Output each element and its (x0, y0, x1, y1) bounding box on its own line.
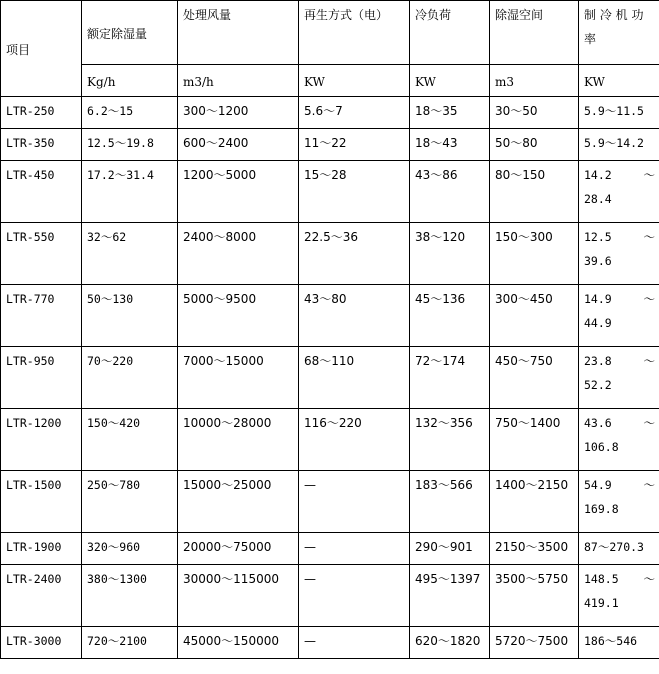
table-row (1, 97, 659, 129)
range-separator: ～ (643, 168, 655, 182)
cell-airflow: 7000～15000 (178, 347, 299, 409)
refrig-max: 106.8 (584, 440, 619, 454)
refrig-max: 39.6 (584, 254, 612, 268)
cell-space: 3500～5750 (490, 565, 579, 627)
table-row (1, 161, 659, 223)
range-separator: ～ (643, 416, 655, 430)
cell-refrig (579, 471, 659, 533)
cell-airflow: 600～2400 (178, 129, 299, 161)
cell-dehumid: 380～1300 (82, 565, 178, 627)
cell-space: 150～300 (490, 223, 579, 285)
cell-refrig (579, 285, 659, 347)
cell-airflow: 30000～115000 (178, 565, 299, 627)
header-refrig-line2: 率 (584, 32, 597, 46)
cell-refrig (579, 161, 659, 223)
range-separator: ～ (643, 478, 655, 492)
cell-cooling: 620～1820 (410, 627, 490, 659)
cell-regen: 116～220 (299, 409, 410, 471)
header-regen: 再生方式（电） (299, 1, 410, 65)
refrig-min: 43.6 (584, 416, 612, 430)
cell-regen: — (299, 627, 410, 659)
cell-airflow: 5000～9500 (178, 285, 299, 347)
cell-refrig (579, 565, 659, 627)
cell-dehumid: 17.2～31.4 (82, 161, 178, 223)
refrig-max: 169.8 (584, 502, 619, 516)
range-separator: ～ (643, 572, 655, 586)
refrig-min: 14.9 (584, 292, 612, 306)
unit-cooling: KW (410, 65, 490, 97)
cell-space: 30～50 (490, 97, 579, 129)
cell-model: LTR-450 (1, 161, 82, 223)
cell-refrig: 87～270.3 (579, 533, 659, 565)
unit-airflow: m3/h (178, 65, 299, 97)
cell-regen: — (299, 533, 410, 565)
cell-model: LTR-2400 (1, 565, 82, 627)
refrig-min: 12.5 (584, 230, 612, 244)
cell-space: 2150～3500 (490, 533, 579, 565)
refrig-max: 52.2 (584, 378, 612, 392)
cell-cooling: 72～174 (410, 347, 490, 409)
cell-dehumid: 320～960 (82, 533, 178, 565)
cell-cooling: 38～120 (410, 223, 490, 285)
cell-regen: 15～28 (299, 161, 410, 223)
table-row (1, 565, 659, 627)
refrig-min: 54.9 (584, 478, 612, 492)
cell-cooling: 132～356 (410, 409, 490, 471)
unit-dehumid: Kg/h (82, 65, 178, 97)
cell-model: LTR-770 (1, 285, 82, 347)
header-space: 除湿空间 (490, 1, 579, 65)
table-row (1, 347, 659, 409)
unit-regen: KW (299, 65, 410, 97)
cell-cooling: 45～136 (410, 285, 490, 347)
cell-dehumid: 70～220 (82, 347, 178, 409)
cell-dehumid: 32～62 (82, 223, 178, 285)
cell-airflow: 2400～8000 (178, 223, 299, 285)
header-airflow: 处理风量 (178, 1, 299, 65)
unit-row (1, 65, 659, 97)
cell-model: LTR-3000 (1, 627, 82, 659)
cell-model: LTR-1900 (1, 533, 82, 565)
cell-space: 80～150 (490, 161, 579, 223)
unit-refrig: KW (579, 65, 659, 97)
cell-space: 750～1400 (490, 409, 579, 471)
cell-dehumid: 720～2100 (82, 627, 178, 659)
cell-airflow: 1200～5000 (178, 161, 299, 223)
table-row (1, 285, 659, 347)
table-row (1, 409, 659, 471)
cell-regen: — (299, 565, 410, 627)
refrig-min: 14.2 (584, 168, 612, 182)
cell-space: 450～750 (490, 347, 579, 409)
table-row (1, 627, 659, 659)
cell-regen: 22.5～36 (299, 223, 410, 285)
header-model: 项目 (1, 1, 82, 97)
cell-space: 1400～2150 (490, 471, 579, 533)
cell-model: LTR-950 (1, 347, 82, 409)
refrig-max: 419.1 (584, 596, 619, 610)
cell-space: 300～450 (490, 285, 579, 347)
cell-airflow: 300～1200 (178, 97, 299, 129)
range-separator: ～ (643, 292, 655, 306)
cell-space: 5720～7500 (490, 627, 579, 659)
cell-dehumid: 150～420 (82, 409, 178, 471)
refrig-min: 23.8 (584, 354, 612, 368)
cell-cooling: 43～86 (410, 161, 490, 223)
cell-regen: — (299, 471, 410, 533)
cell-model: LTR-250 (1, 97, 82, 129)
header-refrig (579, 1, 659, 65)
cell-regen: 11～22 (299, 129, 410, 161)
range-separator: ～ (643, 230, 655, 244)
cell-regen: 43～80 (299, 285, 410, 347)
cell-cooling: 18～35 (410, 97, 490, 129)
cell-cooling: 495～1397 (410, 565, 490, 627)
table-row (1, 129, 659, 161)
refrig-max: 28.4 (584, 192, 612, 206)
header-row (1, 1, 659, 65)
table-row (1, 471, 659, 533)
cell-dehumid: 50～130 (82, 285, 178, 347)
cell-airflow: 20000～75000 (178, 533, 299, 565)
cell-model: LTR-1500 (1, 471, 82, 533)
header-refrig-line1: 制 冷 机 功 (584, 8, 644, 22)
cell-airflow: 10000～28000 (178, 409, 299, 471)
range-separator: ～ (643, 354, 655, 368)
table-row (1, 223, 659, 285)
cell-regen: 5.6～7 (299, 97, 410, 129)
cell-airflow: 15000～25000 (178, 471, 299, 533)
cell-dehumid: 12.5～19.8 (82, 129, 178, 161)
cell-refrig (579, 223, 659, 285)
header-dehumid: 额定除湿量 (82, 1, 178, 65)
cell-model: LTR-350 (1, 129, 82, 161)
refrig-min: 148.5 (584, 572, 619, 586)
cell-dehumid: 6.2～15 (82, 97, 178, 129)
cell-model: LTR-1200 (1, 409, 82, 471)
cell-regen: 68～110 (299, 347, 410, 409)
table-row (1, 533, 659, 565)
cell-space: 50～80 (490, 129, 579, 161)
cell-refrig: 5.9～14.2 (579, 129, 659, 161)
cell-refrig: 5.9～11.5 (579, 97, 659, 129)
header-cooling: 冷负荷 (410, 1, 490, 65)
cell-refrig: 186～546 (579, 627, 659, 659)
unit-space: m3 (490, 65, 579, 97)
cell-refrig (579, 347, 659, 409)
cell-model: LTR-550 (1, 223, 82, 285)
cell-airflow: 45000～150000 (178, 627, 299, 659)
refrig-max: 44.9 (584, 316, 612, 330)
cell-refrig (579, 409, 659, 471)
cell-cooling: 183～566 (410, 471, 490, 533)
cell-cooling: 18～43 (410, 129, 490, 161)
cell-dehumid: 250～780 (82, 471, 178, 533)
cell-cooling: 290～901 (410, 533, 490, 565)
